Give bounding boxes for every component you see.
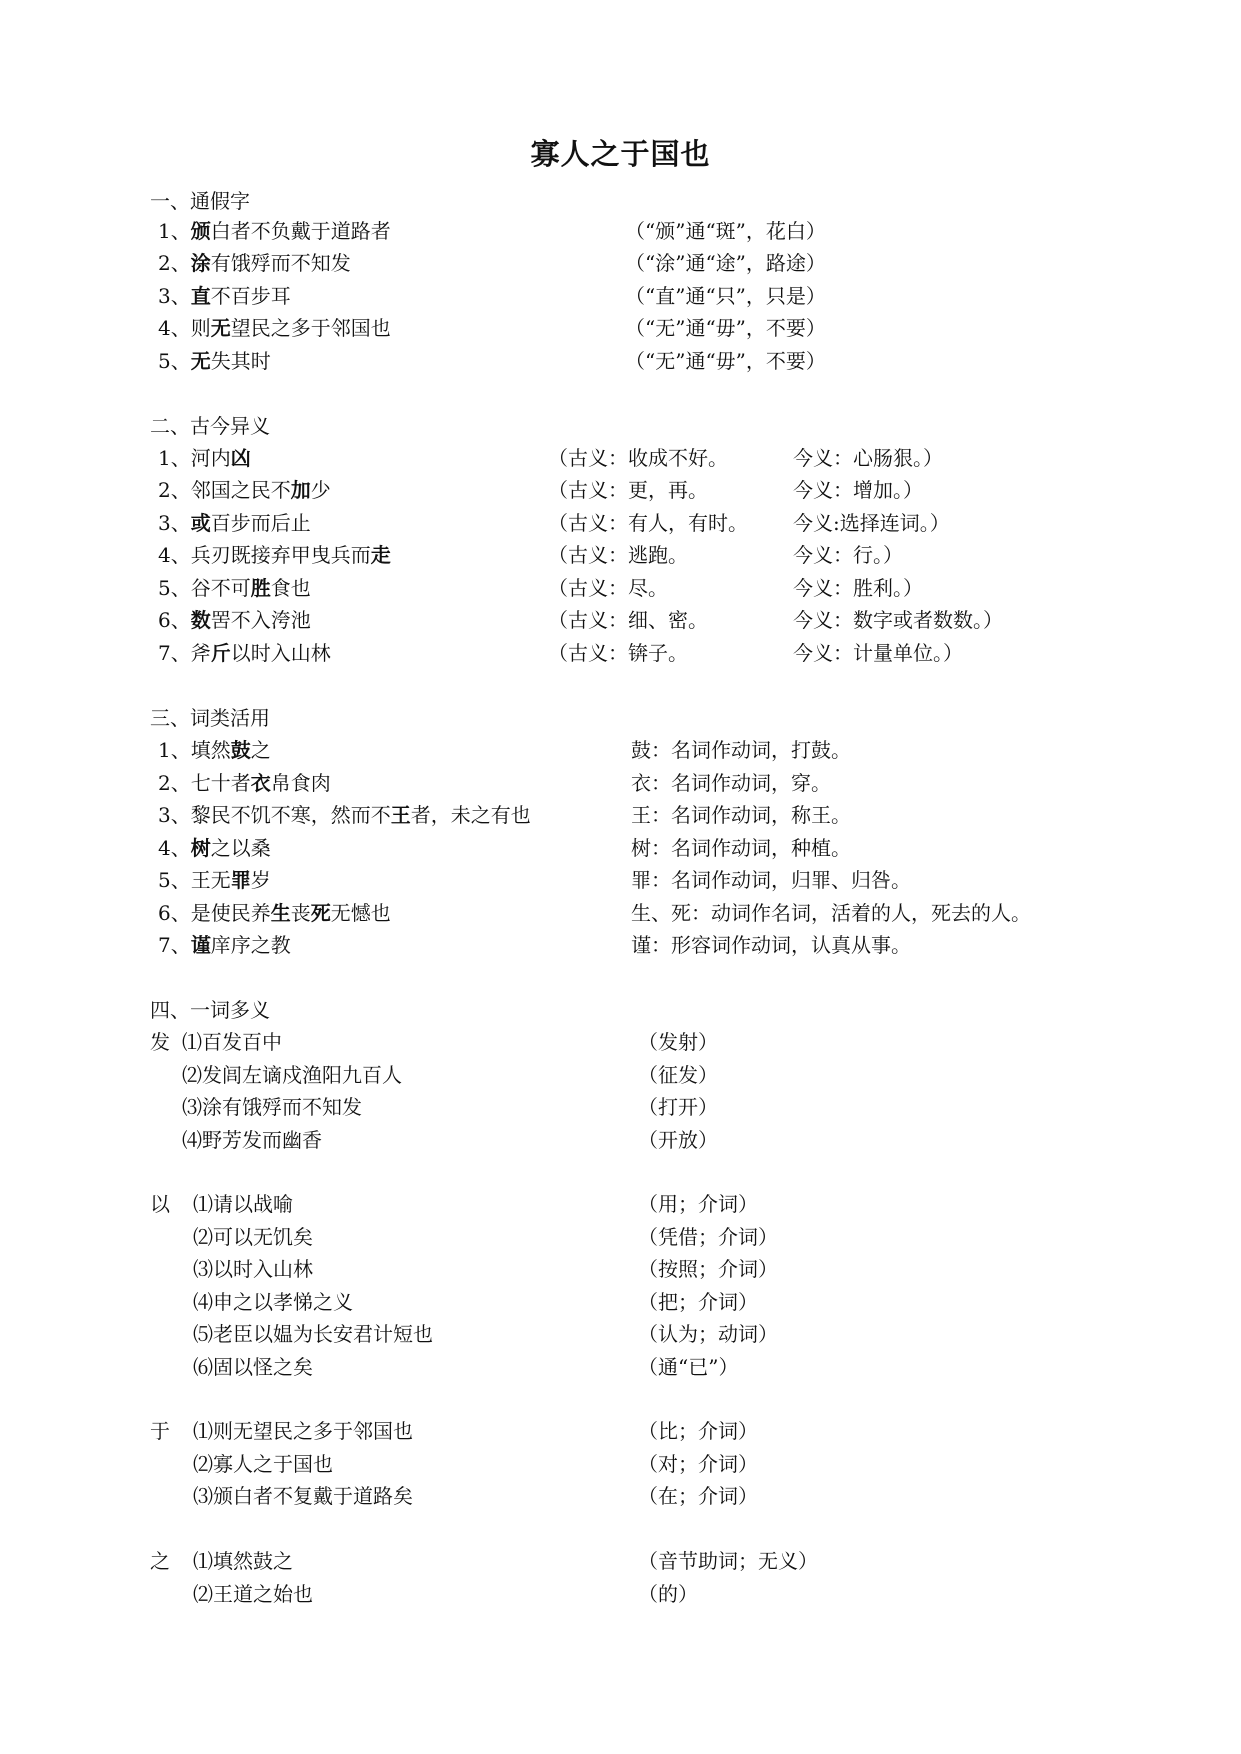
item-number: 5、 (158, 868, 191, 892)
item-text: 望民之多于邻国也 (230, 316, 391, 340)
item-note: 鼓：名词作动词，打鼓。 (631, 738, 851, 762)
ancient-meaning: （古义：逃跑。 (548, 543, 688, 567)
meaning-note: （开放） (638, 1128, 718, 1152)
modern-meaning: 今义：胜利。） (793, 576, 923, 600)
item-note: 生、死：动词作名词，活着的人，死去的人。 (631, 901, 1031, 925)
list-item (158, 868, 271, 892)
item-text: 少 (310, 478, 331, 502)
key-character: 直 (190, 284, 211, 308)
meaning-note: （比；介词） (638, 1419, 758, 1443)
list-item (158, 803, 531, 827)
key-character: 王 (390, 803, 411, 827)
ancient-meaning: （古义：尽。 (548, 576, 668, 600)
key-character: 无 (210, 316, 231, 340)
item-note: 谨：形容词作动词，认真从事。 (631, 933, 911, 957)
meaning-note: （把；介词） (638, 1290, 758, 1314)
list-item (158, 608, 311, 632)
example-sentence: ⑵发闾左谪戍渔阳九百人 (182, 1063, 402, 1087)
meaning-note: （的） (638, 1582, 698, 1606)
list-item (158, 219, 391, 243)
item-text: 丧 (290, 901, 311, 925)
item-number: 5、 (158, 576, 191, 600)
ancient-meaning: （古义：有人，有时。 (548, 511, 748, 535)
item-number: 4、 (158, 316, 191, 340)
item-text: 则 (190, 316, 211, 340)
example-sentence: ⑷申之以孝悌之义 (193, 1290, 353, 1314)
item-text: 失其时 (210, 349, 271, 373)
example-sentence: ⑶颁白者不复戴于道路矣 (193, 1484, 413, 1508)
item-text: 斧 (190, 641, 211, 665)
page-title: 寡人之于国也 (530, 137, 711, 171)
item-number: 6、 (158, 608, 191, 632)
example-sentence: ⑴填然鼓之 (193, 1549, 293, 1573)
item-number: 1、 (158, 738, 191, 762)
item-number: 1、 (158, 446, 191, 470)
example-sentence: ⑴百发百中 (182, 1030, 282, 1054)
meaning-note: （按照；介词） (638, 1257, 778, 1281)
item-text: 之 (250, 738, 271, 762)
key-character: 胜 (250, 576, 271, 600)
list-item (158, 349, 271, 373)
polysemy-character: 于 (150, 1419, 170, 1443)
item-number: 7、 (158, 641, 191, 665)
list-item (158, 738, 271, 762)
ancient-meaning: （古义：锛子。 (548, 641, 688, 665)
item-text: 七十者 (190, 771, 251, 795)
item-text: 者，未之有也 (410, 803, 531, 827)
modern-meaning: 今义:选择连词。） (793, 511, 950, 535)
item-note: （“涂”通“途”，路途） (625, 251, 826, 275)
key-character: 衣 (250, 771, 271, 795)
modern-meaning: 今义：数字或者数数。） (793, 608, 1003, 632)
example-sentence: ⑵可以无饥矣 (193, 1225, 313, 1249)
meaning-note: （凭借；介词） (638, 1225, 778, 1249)
example-sentence: ⑵寡人之于国也 (193, 1452, 333, 1476)
item-text: 庠序之教 (210, 933, 291, 957)
item-text: 兵刃既接弃甲曳兵而 (190, 543, 371, 567)
example-sentence: ⑹固以怪之矣 (193, 1355, 313, 1379)
item-number: 1、 (158, 219, 191, 243)
list-item (158, 478, 331, 502)
item-note: （“无”通“毋”，不要） (625, 316, 826, 340)
modern-meaning: 今义：行。） (793, 543, 903, 567)
list-item (158, 771, 331, 795)
example-sentence: ⑷野芳发而幽香 (182, 1128, 322, 1152)
example-sentence: ⑴请以战喻 (193, 1192, 293, 1216)
section-heading-tongjiazi: 一、通假字 (150, 189, 250, 213)
list-item (158, 251, 351, 275)
item-text: 罟不入洿池 (210, 608, 311, 632)
item-note: （“无”通“毋”，不要） (625, 349, 826, 373)
polysemy-character: 以 (150, 1192, 170, 1216)
item-number: 3、 (158, 511, 191, 535)
meaning-note: （对；介词） (638, 1452, 758, 1476)
key-character: 斤 (210, 641, 231, 665)
modern-meaning: 今义：心肠狠。） (793, 446, 943, 470)
ancient-meaning: （古义：收成不好。 (548, 446, 728, 470)
key-character: 或 (190, 511, 211, 535)
item-text: 黎民不饥不寒，然而不 (190, 803, 391, 827)
item-text: 填然 (190, 738, 231, 762)
key-character: 鼓 (230, 738, 251, 762)
meaning-note: （认为；动词） (638, 1322, 778, 1346)
item-note: 王：名词作动词，称王。 (631, 803, 851, 827)
item-note: 树：名词作动词，种植。 (631, 836, 851, 860)
item-text: 无憾也 (330, 901, 391, 925)
list-item (158, 576, 311, 600)
item-number: 4、 (158, 836, 191, 860)
item-number: 5、 (158, 349, 191, 373)
example-sentence: ⑶涂有饿殍而不知发 (182, 1095, 362, 1119)
item-number: 7、 (158, 933, 191, 957)
meaning-note: （发射） (638, 1030, 718, 1054)
meaning-note: （用；介词） (638, 1192, 758, 1216)
item-text: 以时入山林 (230, 641, 331, 665)
key-character: 无 (190, 349, 211, 373)
item-number: 4、 (158, 543, 191, 567)
meaning-note: （打开） (638, 1095, 718, 1119)
item-text: 不百步耳 (210, 284, 291, 308)
item-number: 3、 (158, 284, 191, 308)
item-text: 之以桑 (210, 836, 271, 860)
key-character: 凶 (230, 446, 251, 470)
key-character: 涂 (190, 251, 211, 275)
item-text: 河内 (190, 446, 231, 470)
item-note: 罪：名词作动词，归罪、归咎。 (631, 868, 911, 892)
key-character: 数 (190, 608, 211, 632)
list-item (158, 543, 391, 567)
item-text: 白者不负戴于道路者 (210, 219, 391, 243)
section-heading-gujinyiyi: 二、古今异义 (150, 414, 270, 438)
meaning-note: （音节助词；无义） (638, 1549, 818, 1573)
modern-meaning: 今义：计量单位。） (793, 641, 963, 665)
item-number: 3、 (158, 803, 191, 827)
list-item (158, 316, 391, 340)
ancient-meaning: （古义：更，再。 (548, 478, 708, 502)
key-character: 生 (270, 901, 291, 925)
modern-meaning: 今义：增加。） (793, 478, 923, 502)
item-text: 谷不可 (190, 576, 251, 600)
key-character: 谨 (190, 933, 211, 957)
item-text: 王无 (190, 868, 231, 892)
meaning-note: （征发） (638, 1063, 718, 1087)
list-item (158, 446, 251, 470)
example-sentence: ⑶以时入山林 (193, 1257, 313, 1281)
item-note: （“颁”通“斑”，花白） (625, 219, 826, 243)
item-note: 衣：名词作动词，穿。 (631, 771, 831, 795)
key-character: 罪 (230, 868, 251, 892)
example-sentence: ⑸老臣以媪为长安君计短也 (193, 1322, 433, 1346)
item-text: 帛食肉 (270, 771, 331, 795)
key-character: 走 (370, 543, 391, 567)
item-number: 2、 (158, 251, 191, 275)
item-text: 食也 (270, 576, 311, 600)
polysemy-character: 之 (150, 1549, 170, 1573)
section-heading-yiciduoyi: 四、一词多义 (150, 998, 270, 1022)
item-text: 岁 (250, 868, 271, 892)
key-character: 颁 (190, 219, 211, 243)
section-heading-cileihuoyong: 三、词类活用 (150, 706, 270, 730)
item-text: 是使民养 (190, 901, 271, 925)
item-number: 6、 (158, 901, 191, 925)
list-item (158, 836, 271, 860)
meaning-note: （在；介词） (638, 1484, 758, 1508)
key-character: 死 (310, 901, 331, 925)
key-character: 树 (190, 836, 211, 860)
list-item (158, 284, 291, 308)
example-sentence: ⑵王道之始也 (193, 1582, 313, 1606)
item-number: 2、 (158, 771, 191, 795)
list-item (158, 641, 331, 665)
list-item (158, 901, 391, 925)
ancient-meaning: （古义：细、密。 (548, 608, 708, 632)
item-text: 有饿殍而不知发 (210, 251, 351, 275)
example-sentence: ⑴则无望民之多于邻国也 (193, 1419, 413, 1443)
key-character: 加 (290, 478, 311, 502)
polysemy-character: 发 (150, 1030, 170, 1054)
list-item (158, 933, 291, 957)
item-number: 2、 (158, 478, 191, 502)
item-note: （“直”通“只”，只是） (625, 284, 826, 308)
item-text: 百步而后止 (210, 511, 311, 535)
list-item (158, 511, 311, 535)
item-text: 邻国之民不 (190, 478, 291, 502)
meaning-note: （通“已”） (638, 1355, 739, 1379)
